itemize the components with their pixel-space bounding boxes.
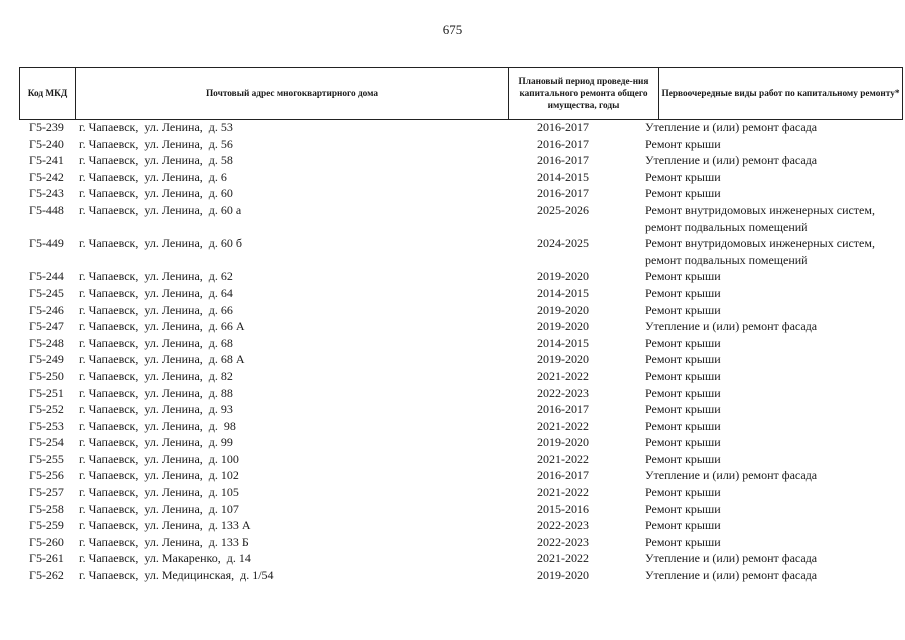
table-row bbox=[0, 235, 905, 268]
table-row bbox=[0, 501, 905, 518]
row-period: 2016-2017 bbox=[537, 468, 589, 483]
row-address: г. Чапаевск, ул. Ленина, д. 105 bbox=[79, 485, 239, 500]
table-row bbox=[0, 302, 905, 319]
row-period: 2019-2020 bbox=[537, 269, 589, 284]
row-address: г. Чапаевск, ул. Ленина, д. 100 bbox=[79, 451, 239, 466]
table-row bbox=[0, 169, 905, 186]
row-code: Г5-253 bbox=[29, 418, 64, 433]
row-address: г. Чапаевск, ул. Ленина, д. 133 Б bbox=[79, 534, 249, 549]
row-code: Г5-448 bbox=[29, 202, 64, 217]
row-work: Ремонт крыши bbox=[645, 136, 721, 151]
row-code: Г5-259 bbox=[29, 518, 64, 533]
row-code: Г5-258 bbox=[29, 501, 64, 516]
row-code: Г5-248 bbox=[29, 335, 64, 350]
row-period: 2021-2022 bbox=[537, 451, 589, 466]
table-row bbox=[0, 136, 905, 153]
row-address: г. Чапаевск, ул. Ленина, д. 6 bbox=[79, 169, 227, 184]
row-work: Ремонт внутридомовых инженерных систем, ремонт подвальных помещений bbox=[645, 236, 875, 267]
row-period: 2014-2015 bbox=[537, 285, 589, 300]
row-period: 2014-2015 bbox=[537, 335, 589, 350]
table-row bbox=[0, 285, 905, 302]
row-period: 2019-2020 bbox=[537, 302, 589, 317]
table-row bbox=[0, 318, 905, 335]
row-work: Ремонт крыши bbox=[645, 418, 721, 433]
row-code: Г5-249 bbox=[29, 352, 64, 367]
row-period: 2025-2026 bbox=[537, 202, 589, 217]
table-header bbox=[19, 67, 903, 120]
row-period: 2021-2022 bbox=[537, 418, 589, 433]
row-address: г. Чапаевск, ул. Медицинская, д. 1/54 bbox=[79, 568, 274, 583]
row-code: Г5-250 bbox=[29, 368, 64, 383]
row-address: г. Чапаевск, ул. Ленина, д. 82 bbox=[79, 368, 233, 383]
row-code: Г5-247 bbox=[29, 319, 64, 334]
row-address: г. Чапаевск, ул. Ленина, д. 56 bbox=[79, 136, 233, 151]
row-work: Ремонт крыши bbox=[645, 451, 721, 466]
row-address: г. Чапаевск, ул. Ленина, д. 60 а bbox=[79, 202, 242, 217]
table-body bbox=[0, 119, 905, 584]
table-row bbox=[0, 385, 905, 402]
table-row bbox=[0, 268, 905, 285]
table-row bbox=[0, 202, 905, 235]
row-period: 2016-2017 bbox=[537, 136, 589, 151]
row-address: г. Чапаевск, ул. Ленина, д. 64 bbox=[79, 285, 233, 300]
row-period: 2021-2022 bbox=[537, 368, 589, 383]
row-work: Ремонт крыши bbox=[645, 285, 721, 300]
row-code: Г5-260 bbox=[29, 534, 64, 549]
row-period: 2016-2017 bbox=[537, 186, 589, 201]
row-address: г. Чапаевск, ул. Ленина, д. 68 bbox=[79, 335, 233, 350]
row-period: 2019-2020 bbox=[537, 435, 589, 450]
row-work: Ремонт крыши bbox=[645, 385, 721, 400]
table-row bbox=[0, 567, 905, 584]
table-row bbox=[0, 335, 905, 352]
row-code: Г5-251 bbox=[29, 385, 64, 400]
row-period: 2022-2023 bbox=[537, 518, 589, 533]
row-work: Ремонт крыши bbox=[645, 269, 721, 284]
row-period: 2019-2020 bbox=[537, 352, 589, 367]
row-work: Утепление и (или) ремонт фасада bbox=[645, 468, 818, 483]
row-code: Г5-243 bbox=[29, 186, 64, 201]
table-row bbox=[0, 467, 905, 484]
table-row bbox=[0, 185, 905, 202]
row-work: Ремонт крыши bbox=[645, 335, 721, 350]
row-address: г. Чапаевск, ул. Макаренко, д. 14 bbox=[79, 551, 251, 566]
row-work: Ремонт крыши bbox=[645, 368, 721, 383]
row-address: г. Чапаевск, ул. Ленина, д. 102 bbox=[79, 468, 239, 483]
row-work: Утепление и (или) ремонт фасада bbox=[645, 319, 818, 334]
row-period: 2021-2022 bbox=[537, 551, 589, 566]
row-work: Ремонт крыши bbox=[645, 352, 721, 367]
row-code: Г5-257 bbox=[29, 485, 64, 500]
row-code: Г5-241 bbox=[29, 153, 64, 168]
row-address: г. Чапаевск, ул. Ленина, д. 98 bbox=[79, 418, 236, 433]
table-row bbox=[0, 550, 905, 567]
row-address: г. Чапаевск, ул. Ленина, д. 88 bbox=[79, 385, 233, 400]
row-work: Ремонт крыши bbox=[645, 402, 721, 417]
row-code: Г5-254 bbox=[29, 435, 64, 450]
row-work: Утепление и (или) ремонт фасада bbox=[645, 551, 818, 566]
table-row bbox=[0, 517, 905, 534]
table-row bbox=[0, 119, 905, 136]
row-code: Г5-246 bbox=[29, 302, 64, 317]
row-code: Г5-261 bbox=[29, 551, 64, 566]
table-row bbox=[0, 418, 905, 435]
row-work: Ремонт внутридомовых инженерных систем, ремонт подвальных помещений bbox=[645, 202, 875, 234]
row-address: г. Чапаевск, ул. Ленина, д. 53 bbox=[79, 120, 233, 134]
row-period: 2016-2017 bbox=[537, 402, 589, 417]
row-work: Ремонт крыши bbox=[645, 169, 721, 184]
header-period: Плановый период проведе-ния капитального ремонта общего имущества, годы bbox=[508, 68, 658, 119]
row-address: г. Чапаевск, ул. Ленина, д. 62 bbox=[79, 269, 233, 284]
table-row bbox=[0, 434, 905, 451]
row-work: Утепление и (или) ремонт фасада bbox=[645, 120, 818, 134]
header-address: Почтовый адрес многоквартирного дома bbox=[75, 68, 508, 119]
row-work: Ремонт крыши bbox=[645, 485, 721, 500]
row-code: Г5-245 bbox=[29, 285, 64, 300]
header-works: Первоочередные виды работ по капитальному ремонту* bbox=[658, 68, 903, 119]
row-address: г. Чапаевск, ул. Ленина, д. 99 bbox=[79, 435, 233, 450]
row-address: г. Чапаевск, ул. Ленина, д. 58 bbox=[79, 153, 233, 168]
page-number: 675 bbox=[442, 22, 463, 37]
row-work: Утепление и (или) ремонт фасада bbox=[645, 568, 818, 583]
row-address: г. Чапаевск, ул. Ленина, д. 68 А bbox=[79, 352, 245, 367]
row-code: Г5-242 bbox=[29, 169, 64, 184]
row-period: 2016-2017 bbox=[537, 120, 589, 134]
table-row bbox=[0, 152, 905, 169]
row-period: 2024-2025 bbox=[537, 236, 589, 251]
row-address: г. Чапаевск, ул. Ленина, д. 66 bbox=[79, 302, 233, 317]
row-code: Г5-262 bbox=[29, 568, 64, 583]
table-row bbox=[0, 368, 905, 385]
header-code: Код МКД bbox=[19, 68, 75, 119]
row-code: Г5-252 bbox=[29, 402, 64, 417]
row-period: 2021-2022 bbox=[537, 485, 589, 500]
row-work: Ремонт крыши bbox=[645, 534, 721, 549]
row-period: 2015-2016 bbox=[537, 501, 589, 516]
row-period: 2022-2023 bbox=[537, 534, 589, 549]
row-period: 2019-2020 bbox=[537, 319, 589, 334]
table-row bbox=[0, 351, 905, 368]
row-address: г. Чапаевск, ул. Ленина, д. 133 А bbox=[79, 518, 251, 533]
row-code: Г5-449 bbox=[29, 236, 64, 251]
row-work: Ремонт крыши bbox=[645, 186, 721, 201]
row-work: Ремонт крыши bbox=[645, 501, 721, 516]
row-code: Г5-255 bbox=[29, 451, 64, 466]
row-code: Г5-256 bbox=[29, 468, 64, 483]
row-work: Ремонт крыши bbox=[645, 435, 721, 450]
row-address: г. Чапаевск, ул. Ленина, д. 60 bbox=[79, 186, 233, 201]
row-work: Ремонт крыши bbox=[645, 518, 721, 533]
table-row bbox=[0, 451, 905, 468]
row-address: г. Чапаевск, ул. Ленина, д. 93 bbox=[79, 402, 233, 417]
row-address: г. Чапаевск, ул. Ленина, д. 66 А bbox=[79, 319, 245, 334]
row-period: 2014-2015 bbox=[537, 169, 589, 184]
row-period: 2016-2017 bbox=[537, 153, 589, 168]
table-row bbox=[0, 484, 905, 501]
row-period: 2019-2020 bbox=[537, 568, 589, 583]
row-code: Г5-239 bbox=[29, 120, 64, 134]
row-code: Г5-240 bbox=[29, 136, 64, 151]
table-row bbox=[0, 401, 905, 418]
row-address: г. Чапаевск, ул. Ленина, д. 60 б bbox=[79, 236, 243, 251]
row-work: Ремонт крыши bbox=[645, 302, 721, 317]
row-code: Г5-244 bbox=[29, 269, 64, 284]
row-period: 2022-2023 bbox=[537, 385, 589, 400]
row-work: Утепление и (или) ремонт фасада bbox=[645, 153, 818, 168]
table-row bbox=[0, 534, 905, 551]
row-address: г. Чапаевск, ул. Ленина, д. 107 bbox=[79, 501, 239, 516]
